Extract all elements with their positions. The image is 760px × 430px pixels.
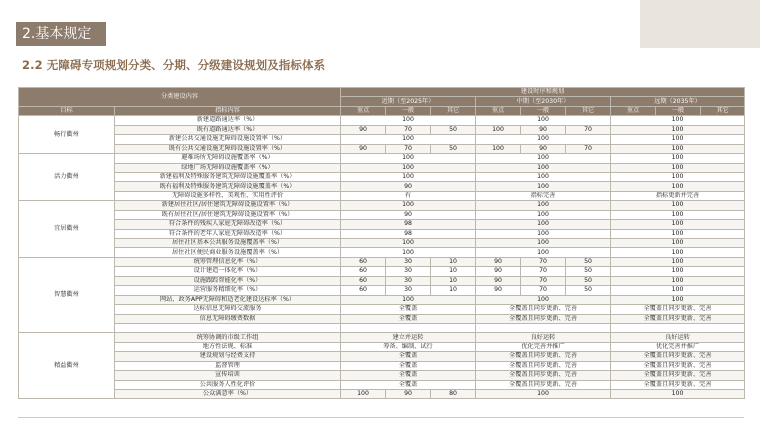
table-row — [19, 125, 745, 134]
header-level: 一般 — [386, 106, 431, 115]
near-value-cell: 98 — [341, 220, 476, 229]
mid-value-cell: 70 — [521, 257, 566, 266]
near-value-cell: 10 — [431, 257, 476, 266]
table-row — [19, 361, 745, 370]
table-row — [19, 135, 745, 144]
table-row — [19, 144, 745, 153]
indicator-table-body — [19, 116, 745, 399]
near-value-cell: 100 — [341, 163, 476, 172]
far-value-cell: 良好运转 — [611, 333, 745, 342]
mid-value-cell: 100 — [476, 163, 611, 172]
mid-value-cell: 全覆盖且同步更新、完善 — [476, 314, 611, 323]
mid-value-cell: 90 — [476, 267, 521, 276]
indicator-cell: 达标信息无障碍交流服务 — [115, 305, 341, 314]
indicator-cell: 新建公共交通设施无障碍设施设置率（%） — [115, 135, 341, 144]
near-value-cell: 70 — [386, 125, 431, 134]
far-value-cell: 100 — [611, 229, 745, 238]
mid-value-cell: 全覆盖且同步更新、完善 — [476, 380, 611, 389]
indicator-cell: 既有公共交通设施无障碍设施设置率（%） — [115, 144, 341, 153]
mid-value-cell: 90 — [521, 144, 566, 153]
table-row — [19, 267, 745, 276]
indicator-cell: 统筹协调的市级工作组 — [115, 333, 341, 342]
near-value-cell: 有 — [341, 191, 476, 200]
table-row — [19, 239, 745, 248]
table-row — [19, 380, 745, 389]
table-row — [19, 342, 745, 351]
near-value-cell: 全覆盖 — [341, 314, 476, 323]
far-value-cell: 100 — [611, 116, 745, 125]
far-value-cell: 全覆盖且同步更新、完善 — [611, 361, 745, 370]
near-value-cell: 全覆盖 — [341, 352, 476, 361]
near-value-cell: 90 — [341, 182, 476, 191]
indicator-cell: 运营服务精细化率（%） — [115, 286, 341, 295]
mid-value-cell — [476, 323, 611, 332]
table-row — [19, 390, 745, 399]
near-value-cell: 30 — [386, 267, 431, 276]
near-value-cell: 100 — [341, 295, 476, 304]
near-value-cell: 100 — [341, 135, 476, 144]
near-value-cell: 50 — [431, 125, 476, 134]
mid-value-cell: 100 — [476, 248, 611, 257]
indicator-cell: 地方性法规、标准 — [115, 342, 341, 351]
header-far: 远期（2035年） — [611, 97, 745, 106]
mid-value-cell: 70 — [521, 267, 566, 276]
header-mid: 中期（至2030年） — [476, 97, 611, 106]
mid-value-cell: 90 — [521, 125, 566, 134]
mid-value-cell: 50 — [566, 257, 611, 266]
indicator-cell: 监督管理 — [115, 361, 341, 370]
mid-value-cell: 优化完善并推广 — [476, 342, 611, 351]
table-row — [19, 154, 745, 163]
near-value-cell: 90 — [341, 210, 476, 219]
header-level: 其它 — [701, 106, 745, 115]
far-value-cell: 100 — [611, 390, 745, 399]
indicator-cell — [115, 323, 341, 332]
indicator-cell: 既有道路通达率（%） — [115, 125, 341, 134]
near-value-cell: 10 — [431, 286, 476, 295]
near-value-cell: 建立并运转 — [341, 333, 476, 342]
mid-value-cell: 100 — [476, 135, 611, 144]
header-plan: 建设时序和规划 — [341, 88, 745, 97]
near-value-cell: 50 — [431, 144, 476, 153]
far-value-cell: 100 — [611, 267, 745, 276]
table-row — [19, 371, 745, 380]
far-value-cell: 100 — [611, 125, 745, 134]
table-row — [19, 257, 745, 266]
far-value-cell: 100 — [611, 220, 745, 229]
mid-value-cell: 90 — [476, 257, 521, 266]
mid-value-cell: 90 — [476, 286, 521, 295]
far-value-cell: 100 — [611, 248, 745, 257]
mid-value-cell: 全覆盖且同步更新、完善 — [476, 361, 611, 370]
mid-value-cell: 100 — [476, 154, 611, 163]
header-near: 近期（至2025年） — [341, 97, 476, 106]
far-value-cell: 100 — [611, 135, 745, 144]
near-value-cell: 90 — [341, 144, 386, 153]
table-row — [19, 191, 745, 200]
near-value-cell: 60 — [341, 276, 386, 285]
table-row — [19, 305, 745, 314]
far-value-cell: 100 — [611, 144, 745, 153]
far-value-cell: 100 — [611, 295, 745, 304]
mid-value-cell: 100 — [476, 144, 521, 153]
indicator-cell: 既有福利及特殊服务建筑无障碍设施覆盖率（%） — [115, 182, 341, 191]
header-level: 重点 — [341, 106, 386, 115]
near-value-cell: 98 — [341, 229, 476, 238]
near-value-cell: 100 — [341, 390, 386, 399]
mid-value-cell: 100 — [476, 182, 611, 191]
indicator-cell: 新建道路通达率（%） — [115, 116, 341, 125]
mid-value-cell: 100 — [476, 125, 521, 134]
category-cell: 活力衢州 — [19, 154, 115, 201]
indicator-cell: 设施跟踪智能化率（%） — [115, 276, 341, 285]
far-value-cell: 全覆盖且同步更新、完善 — [611, 371, 745, 380]
far-value-cell: 优化完善并推广 — [611, 342, 745, 351]
indicator-cell: 符合条件的老年人家庭无障碍改造率（%） — [115, 229, 341, 238]
near-value-cell: 全覆盖 — [341, 361, 476, 370]
indicator-cell: 绿地广场无障碍设施覆盖率（%） — [115, 163, 341, 172]
mid-value-cell: 100 — [476, 116, 611, 125]
header-class-content: 分类建设内容 — [19, 88, 341, 107]
near-value-cell: 10 — [431, 276, 476, 285]
mid-value-cell: 100 — [476, 210, 611, 219]
indicator-cell: 统筹管理信息化率（%） — [115, 257, 341, 266]
indicator-cell: 信息无障碍缴费数据 — [115, 314, 341, 323]
table-row — [19, 182, 745, 191]
table-row — [19, 229, 745, 238]
near-value-cell: 全覆盖 — [341, 371, 476, 380]
indicator-cell: 无障碍设施多样性、美观性、实用性评价 — [115, 191, 341, 200]
near-value-cell: 100 — [341, 239, 476, 248]
category-cell: 宜居衢州 — [19, 201, 115, 258]
page-subtitle: 2.2 无障碍专项规划分类、分期、分级建设规划及指标体系 — [22, 58, 326, 72]
near-value-cell: 全覆盖 — [341, 305, 476, 314]
far-value-cell: 100 — [611, 239, 745, 248]
mid-value-cell: 100 — [476, 220, 611, 229]
mid-value-cell: 全覆盖且同步更新、完善 — [476, 305, 611, 314]
indicator-table-container — [18, 87, 744, 399]
table-row — [19, 286, 745, 295]
table-row — [19, 333, 745, 342]
table-row — [19, 210, 745, 219]
header-level: 其它 — [566, 106, 611, 115]
mid-value-cell: 50 — [566, 286, 611, 295]
table-row — [19, 276, 745, 285]
far-value-cell: 指标更新并完善 — [611, 191, 745, 200]
mid-value-cell: 70 — [521, 286, 566, 295]
header-level: 一般 — [656, 106, 701, 115]
far-value-cell — [611, 323, 745, 332]
header-level: 重点 — [476, 106, 521, 115]
far-value-cell: 100 — [611, 163, 745, 172]
category-cell: 精益衢州 — [19, 333, 115, 399]
header-indicator: 指标内容 — [115, 106, 341, 115]
near-value-cell: 10 — [431, 267, 476, 276]
header-target: 目标 — [19, 106, 115, 115]
near-value-cell: 30 — [386, 276, 431, 285]
near-value-cell: 100 — [341, 248, 476, 257]
table-row — [19, 295, 745, 304]
indicator-cell: 新建福利及特殊服务建筑无障碍设施覆盖率（%） — [115, 172, 341, 181]
near-value-cell — [341, 323, 476, 332]
indicator-cell: 居住社区基本公共服务设施覆盖率（%） — [115, 239, 341, 248]
near-value-cell: 100 — [341, 116, 476, 125]
near-value-cell: 30 — [386, 286, 431, 295]
far-value-cell: 100 — [611, 172, 745, 181]
far-value-cell: 100 — [611, 210, 745, 219]
near-value-cell: 70 — [386, 144, 431, 153]
category-cell: 智慧衢州 — [19, 257, 115, 333]
mid-value-cell: 100 — [476, 239, 611, 248]
table-row — [19, 323, 745, 332]
table-row — [19, 116, 745, 125]
near-value-cell: 全覆盖 — [341, 380, 476, 389]
far-value-cell: 100 — [611, 201, 745, 210]
near-value-cell: 100 — [341, 201, 476, 210]
indicator-cell: 网站、政务APP无障碍和适老化建设达标率（%） — [115, 295, 341, 304]
header-level: 一般 — [521, 106, 566, 115]
header-level: 重点 — [611, 106, 656, 115]
indicator-table — [18, 87, 745, 399]
indicator-cell: 宣传培训 — [115, 371, 341, 380]
indicator-cell: 既有居住社区/居住建筑无障碍设施设置率（%） — [115, 210, 341, 219]
mid-value-cell: 100 — [476, 201, 611, 210]
far-value-cell: 全覆盖且同步更新、完善 — [611, 314, 745, 323]
mid-value-cell: 70 — [566, 144, 611, 153]
near-value-cell: 100 — [341, 172, 476, 181]
indicator-cell: 避难场所无障碍设施覆盖率（%） — [115, 154, 341, 163]
mid-value-cell: 全覆盖且同步更新、完善 — [476, 352, 611, 361]
mid-value-cell: 90 — [476, 276, 521, 285]
table-row — [19, 352, 745, 361]
header-level: 其它 — [431, 106, 476, 115]
far-value-cell: 100 — [611, 257, 745, 266]
section-title: 2.基本规定 — [16, 22, 106, 46]
far-value-cell: 全覆盖且同步更新、完善 — [611, 305, 745, 314]
mid-value-cell: 70 — [566, 125, 611, 134]
mid-value-cell: 50 — [566, 276, 611, 285]
near-value-cell: 60 — [341, 267, 386, 276]
divider — [18, 417, 744, 418]
indicator-cell: 符合条件的残疾人家庭无障碍改造率（%） — [115, 220, 341, 229]
indicator-cell: 公众满意率（%） — [115, 390, 341, 399]
mid-value-cell: 50 — [566, 267, 611, 276]
mid-value-cell: 100 — [476, 172, 611, 181]
table-row — [19, 163, 745, 172]
near-value-cell: 80 — [431, 390, 476, 399]
near-value-cell: 100 — [341, 154, 476, 163]
mid-value-cell: 100 — [476, 295, 611, 304]
far-value-cell: 100 — [611, 276, 745, 285]
category-cell: 畅行衢州 — [19, 116, 115, 154]
near-value-cell: 筹备、编制、试行 — [341, 342, 476, 351]
table-row — [19, 220, 745, 229]
table-row — [19, 172, 745, 181]
near-value-cell: 30 — [386, 257, 431, 266]
mid-value-cell: 70 — [521, 276, 566, 285]
mid-value-cell: 良好运转 — [476, 333, 611, 342]
table-row — [19, 248, 745, 257]
near-value-cell: 60 — [341, 257, 386, 266]
table-row — [19, 314, 745, 323]
far-value-cell: 全覆盖且同步更新、完善 — [611, 380, 745, 389]
near-value-cell: 90 — [341, 125, 386, 134]
near-value-cell: 60 — [341, 286, 386, 295]
indicator-cell: 建设规划与经费支持 — [115, 352, 341, 361]
indicator-cell: 新建居住社区/居住建筑无障碍设施设置率（%） — [115, 201, 341, 210]
indicator-cell: 设计建造一体化率（%） — [115, 267, 341, 276]
mid-value-cell: 100 — [476, 229, 611, 238]
far-value-cell: 全覆盖且同步更新、完善 — [611, 352, 745, 361]
indicator-cell: 公共服务人性化评价 — [115, 380, 341, 389]
mid-value-cell: 100 — [476, 390, 611, 399]
decorative-band — [640, 0, 760, 48]
far-value-cell: 100 — [611, 182, 745, 191]
far-value-cell: 100 — [611, 154, 745, 163]
near-value-cell: 90 — [386, 390, 431, 399]
table-row — [19, 201, 745, 210]
mid-value-cell: 全覆盖且同步更新、完善 — [476, 371, 611, 380]
indicator-cell: 居住社区便民商业服务设施覆盖率（%） — [115, 248, 341, 257]
mid-value-cell: 指标完善 — [476, 191, 611, 200]
far-value-cell: 100 — [611, 286, 745, 295]
